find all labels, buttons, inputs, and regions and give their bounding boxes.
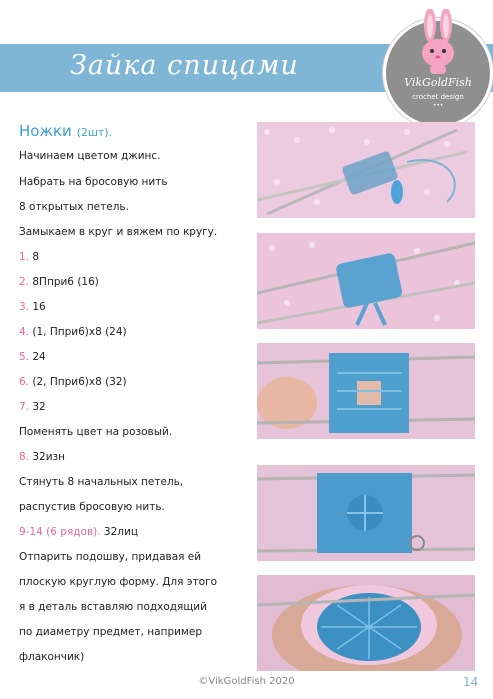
step-line (19, 401, 46, 413)
line-text: 24 (32, 351, 46, 363)
photo-circular-knit (257, 233, 475, 329)
line-text: (1, Ппри6)х8 (24) (32, 326, 127, 338)
line-text: плоскую круглую форму. Для этого (19, 576, 218, 588)
line-text: 8Ппри6 (16) (32, 276, 99, 288)
step-line (19, 526, 138, 538)
section-count: (2шт). (76, 126, 113, 139)
line-text: 32 (32, 401, 46, 413)
line-text: флакончик) (19, 651, 85, 663)
line-text: 8 открытых петель. (19, 201, 129, 213)
step-number: 2. (19, 276, 30, 288)
instruction-line (19, 501, 165, 513)
line-text: (2, Ппри6)х8 (32) (32, 376, 127, 388)
step-line (19, 301, 46, 313)
instruction-line (19, 176, 168, 188)
logo (383, 18, 493, 128)
step-line (19, 351, 46, 363)
instruction-line (19, 201, 129, 213)
step-number: 8. (19, 451, 30, 463)
section-title (19, 122, 112, 140)
photo-cast-on (257, 122, 475, 218)
line-text: 32изн (32, 451, 66, 463)
photo-round-sole (257, 575, 475, 671)
line-text: Отпарить подошву, придавая ей (19, 551, 202, 563)
line-text: Поменять цвет на розовый. (19, 426, 173, 438)
page-number: 14 (463, 675, 479, 689)
line-text: Замыкаем в круг и вяжем по кругу. (19, 226, 218, 238)
line-text: 8 (32, 251, 40, 263)
line-text: Стянуть 8 начальных петель, (19, 476, 184, 488)
step-number: 6. (19, 376, 30, 388)
step-number: 4. (19, 326, 30, 338)
step-line (19, 276, 99, 288)
section-title-text: Ножки (19, 122, 72, 140)
step-number: 7. (19, 401, 30, 413)
logo-subtitle: crochet design (412, 93, 464, 101)
instruction-line (19, 601, 207, 613)
photo-square-center (257, 343, 475, 439)
page-title: Зайка спицами (70, 50, 299, 81)
line-text: 16 (32, 301, 46, 313)
bunny-icon (416, 9, 460, 75)
logo-brand: VikGoldFish (404, 76, 472, 89)
instruction-line (19, 626, 202, 638)
line-text: Начинаем цветом джинс. (19, 150, 161, 162)
step-number: 3. (19, 301, 30, 313)
line-text: по диаметру предмет, например (19, 626, 202, 638)
step-line (19, 451, 65, 463)
instruction-line (19, 551, 201, 563)
step-line (19, 251, 39, 263)
line-text: Набрать на бросовую нить (19, 176, 168, 188)
step-line (19, 376, 127, 388)
step-number: 1. (19, 251, 30, 263)
footer-copyright: ©VikGoldFish 2020 (198, 676, 295, 687)
instruction-line (19, 426, 172, 438)
step-line (19, 326, 127, 338)
step-number: 5. (19, 351, 30, 363)
line-text: 32лиц (103, 526, 138, 538)
instruction-line (19, 150, 161, 162)
instruction-line (19, 576, 217, 588)
logo-dots: ••• (432, 102, 444, 109)
step-number: 9-14 (6 рядов). (19, 526, 101, 538)
instruction-line (19, 476, 183, 488)
photo-square-closed (257, 465, 475, 561)
instruction-line (19, 226, 217, 238)
instruction-line (19, 651, 84, 663)
line-text: распустив бросовую нить. (19, 501, 165, 513)
line-text: я в деталь вставляю подходящий (19, 601, 207, 613)
